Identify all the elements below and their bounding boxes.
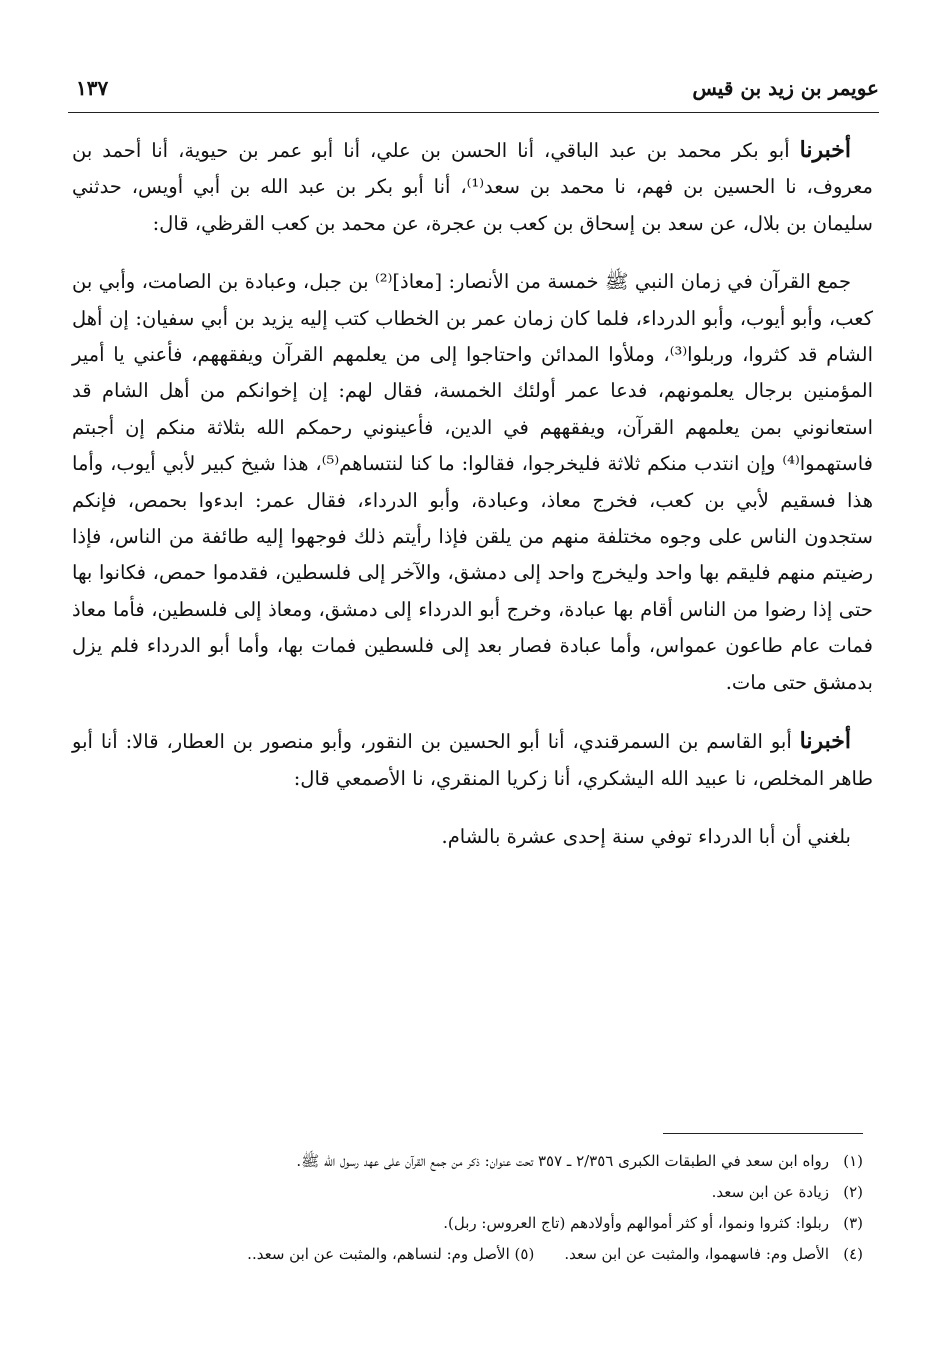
paragraph-lead: أخبرنا (799, 728, 851, 755)
footnote-3 (90, 1208, 863, 1239)
paragraph-1 (72, 132, 873, 242)
footnote-text: زيادة عن ابن سعد. (711, 1183, 829, 1201)
footnote-text: الأصل وم: فاسهموا، والمثبت عن ابن سعد. (564, 1245, 829, 1263)
main-text (72, 132, 873, 877)
paragraph-text: بلغني أن أبا الدرداء توفي سنة إحدى عشرة بالشام. (441, 824, 851, 848)
footnote-2 (90, 1177, 863, 1208)
page-header (68, 68, 879, 113)
footnote-text: رواه ابن سعد في الطبقات الكبرى ٢/٣٥٦ ـ ٣٥٧ تحت عنوان: ذكر من جمع القرآن على عهد رسول الله ﷺ. (296, 1152, 829, 1170)
footnotes (90, 1146, 863, 1270)
footnote-text: ربلوا: كثروا ونموا، أو كثر أموالهم وأولادهم (تاج العروس: ربل). (443, 1214, 829, 1232)
paragraph-text: أبو القاسم بن السمرقندي، أنا أبو الحسين بن النقور، وأبو منصور بن العطار، قالا: أنا أبو طاهر المخلص، نا عبيد الله اليشكري، أنا زكريا المنقري، نا الأصمعي قال: (72, 730, 873, 790)
paragraph-2 (72, 264, 873, 701)
paragraph-text: جمع القرآن في زمان النبي ﷺ خمسة من الأنصار: [معاذ]⁽²⁾ بن جبل، وعبادة بن الصامت، وأبي بن كعب، وأبو أيوب، وأبو الدرداء، فلما كان زمان عمر بن الخطاب كتب إليه يزيد بن أبي سفيان: إن أهل الشام قد كثروا، وربلوا⁽³⁾، وملأوا المدائن واحتاجوا إلى من يعلمهم القرآن ويفقههم، فأعني يا أمير المؤمنين برجال يعلمونهم، فدعا عمر أولئك الخمسة، فقال لهم: إن إخوانكم من أهل الشام قد استعانوني بمن يعلمهم القرآن، ويفقههم في الدين، فأعينوني رحمكم الله بثلاثة منكم إن أجبتم فاستهموا⁽⁴⁾ وإن انتدب منكم ثلاثة فليخرجوا، فقالوا: ما كنا لنتساهم⁽⁵⁾، هذا شيخ كبير لأبي أيوب، وأما هذا فسقيم لأبي بن كعب، فخرج معاذ، وعبادة، وأبو الدرداء، فقال عمر: ابدءوا بحمص، فإنكم ستجدون الناس على وجوه مختلفة منهم من يلقن فإذا رأيتم ذلك فوجهوا إليه طائفة من الناس، فإذا رضيتم منهم فليقم بها واحد وليخرج واحد إلى دمشق، والآخر إلى فلسطين، فقدموا حمص، فكانوا بها حتى إذا رضوا من الناس أقام بها عبادة، وخرج أبو الدرداء إلى دمشق، ومعاذ إلى فلسطين، فأما معاذ فمات عام طاعون عمواس، وأما عبادة فصار بعد إلى فلسطين فمات بها، وأما أبو الدرداء فلم يزل بدمشق حتى مات. (72, 270, 873, 694)
footnote-number: (١) (843, 1152, 863, 1170)
paragraph-text: أبو بكر محمد بن عبد الباقي، أنا الحسن بن علي، أنا أبو عمر بن حيوية، أنا أحمد بن معروف، نا الحسين بن فهم، نا محمد بن سعد⁽¹⁾، أنا أبو بكر بن عبد الله بن أبي أويس، حدثني سليمان بن بلال، عن سعد بن إسحاق بن كعب بن عجرة، عن محمد بن كعب القرظي، قال: (72, 139, 873, 235)
footnote-4 (90, 1239, 863, 1270)
paragraph-3 (72, 723, 873, 797)
footnote-number: (٣) (843, 1214, 863, 1232)
paragraph-4 (72, 819, 873, 855)
footnote-number: (٤) (843, 1245, 863, 1263)
footnote-1 (90, 1146, 863, 1177)
footnote-divider (663, 1133, 863, 1134)
footnote-number: (٥) (514, 1245, 535, 1263)
page-number: ١٣٧ (76, 76, 109, 100)
footnote-number: (٢) (843, 1183, 863, 1201)
paragraph-lead: أخبرنا (799, 137, 851, 163)
footnote-text: الأصل وم: لنساهم، والمثبت عن ابن سعد.. (247, 1245, 510, 1263)
running-title: عويمر بن زيد بن قيس (692, 76, 879, 100)
